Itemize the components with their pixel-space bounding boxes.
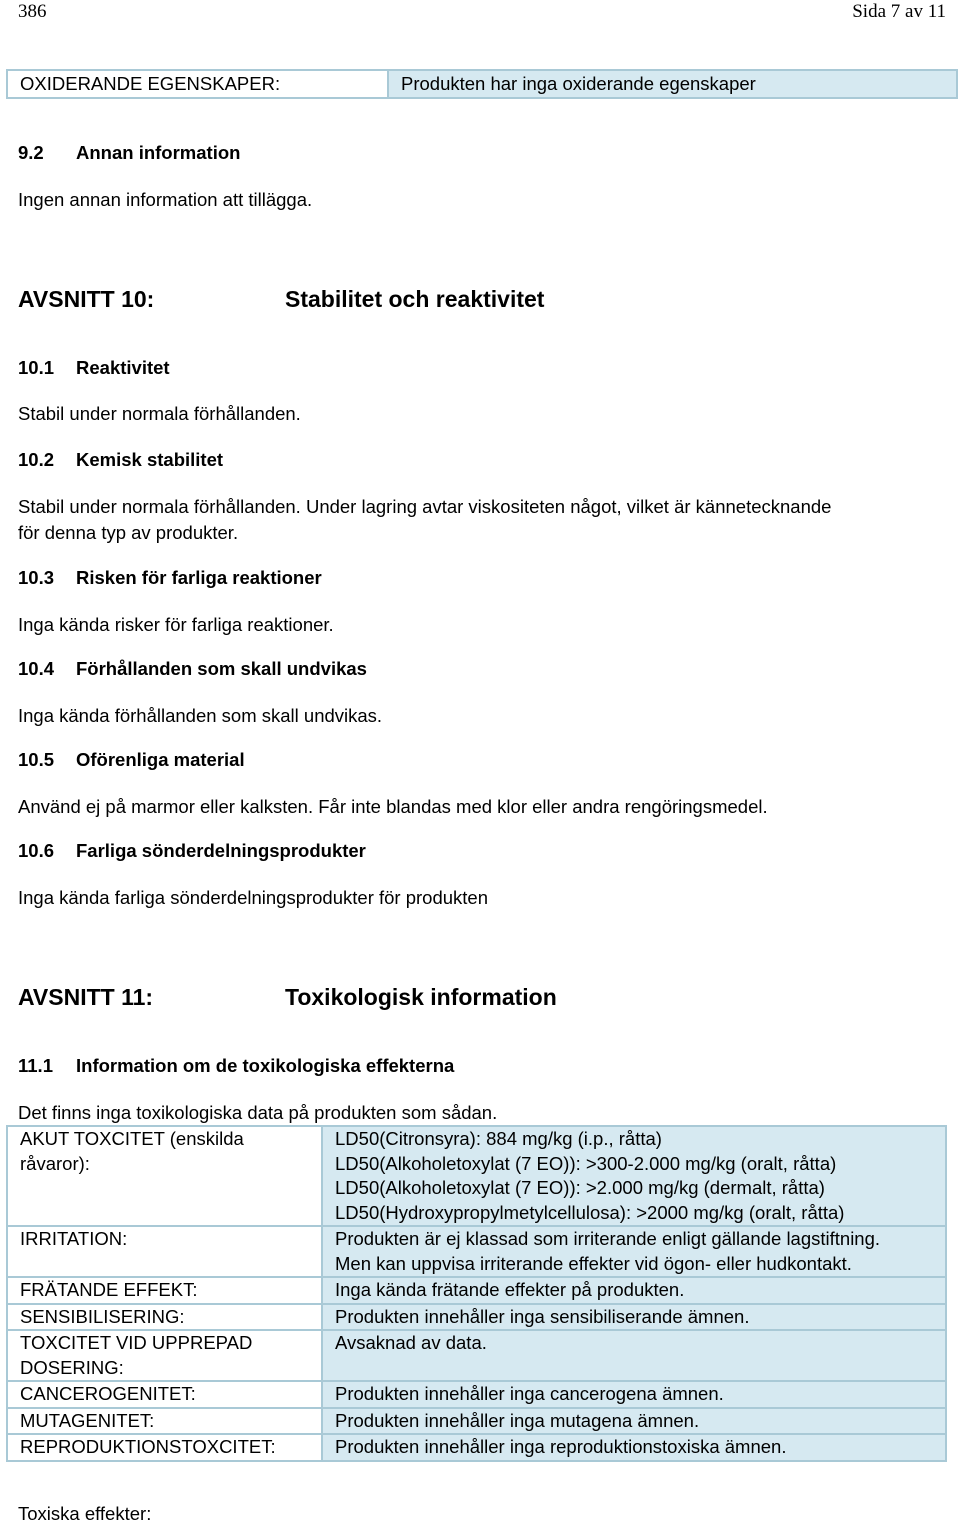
tox-value-line: Avsaknad av data. bbox=[335, 1332, 487, 1353]
oxiderande-value: Produkten har inga oxiderande egenskaper bbox=[388, 70, 957, 98]
tox-value-cell bbox=[322, 1304, 946, 1331]
heading-10-4: 10.4 Förhållanden som skall undvikas bbox=[18, 658, 367, 679]
tox-value-cell bbox=[322, 1408, 946, 1435]
tox-value-cell bbox=[322, 1434, 946, 1461]
tox-value-line: Men kan uppvisa irriterande effekter vid ögon- eller hudkontakt. bbox=[335, 1252, 852, 1274]
toxic-effects-label: Toxiska effekter: bbox=[18, 1503, 152, 1524]
table-row bbox=[7, 1381, 946, 1408]
tox-label-cell bbox=[7, 1408, 322, 1435]
tox-label-line: CANCEROGENITET: bbox=[20, 1383, 196, 1404]
tox-value-cell bbox=[322, 1277, 946, 1304]
tox-value-line: LD50(Citronsyra): 884 mg/kg (i.p., råtta) bbox=[335, 1128, 662, 1149]
text-10-6: Inga kända farliga sönderdelningsprodukter för produkten bbox=[18, 887, 489, 908]
text-10-5: Använd ej på marmor eller kalksten. Får inte blandas med klor eller andra rengöringsmedel. bbox=[18, 796, 768, 817]
tox-label-cell bbox=[7, 1304, 322, 1331]
tox-label-cell bbox=[7, 1381, 322, 1408]
tox-label-cell bbox=[7, 1330, 322, 1381]
table-row bbox=[7, 1304, 946, 1331]
tox-label-line: FRÄTANDE EFFEKT: bbox=[20, 1279, 198, 1300]
tox-label-cell bbox=[7, 1434, 322, 1461]
tox-label-line: råvaror): bbox=[20, 1152, 90, 1174]
table-row bbox=[7, 1434, 946, 1461]
tox-value-cell bbox=[322, 1330, 946, 1381]
tox-value-line: Produkten innehåller inga cancerogena ämnen. bbox=[335, 1383, 724, 1404]
section-11-title: Toxikologisk information bbox=[285, 984, 557, 1010]
tox-label-cell bbox=[7, 1277, 322, 1304]
text-10-4: Inga kända förhållanden som skall undvikas. bbox=[18, 705, 383, 726]
tox-value-line: Inga kända frätande effekter på produkten. bbox=[335, 1279, 685, 1300]
heading-10-3: 10.3 Risken för farliga reaktioner bbox=[18, 567, 322, 588]
oxiderande-label: OXIDERANDE EGENSKAPER: bbox=[7, 70, 388, 98]
heading-10-5: 10.5 Oförenliga material bbox=[18, 749, 245, 770]
tox-value-cell bbox=[322, 1126, 946, 1226]
tox-value-line: Produkten innehåller inga mutagena ämnen. bbox=[335, 1409, 700, 1431]
toxicology-table bbox=[6, 1125, 947, 1462]
tox-value-line: LD50(Alkoholetoxylat (7 EO)): >2.000 mg/kg (dermalt, råtta) bbox=[335, 1177, 825, 1198]
page-indicator: Sida 7 av 11 bbox=[852, 1, 946, 22]
table-row bbox=[7, 1126, 946, 1226]
heading-9-2: 9.2 Annan information bbox=[18, 142, 241, 163]
tox-label-cell bbox=[7, 1226, 322, 1277]
tox-label-line: SENSIBILISERING: bbox=[20, 1305, 185, 1327]
heading-10-6: 10.6 Farliga sönderdelningsprodukter bbox=[18, 840, 366, 861]
section-11-label: AVSNITT 11: bbox=[18, 984, 154, 1010]
text-10-2-line1: Stabil under normala förhållanden. Under lagring avtar viskositeten något, vilket är kännetecknande bbox=[18, 496, 832, 517]
page-number: 386 bbox=[18, 1, 47, 22]
heading-10-1: 10.1 Reaktivitet bbox=[18, 357, 170, 378]
table-row bbox=[7, 1408, 946, 1435]
tox-label-line: AKUT TOXCITET (enskilda bbox=[20, 1128, 244, 1149]
oxiderande-table bbox=[6, 69, 958, 99]
tox-value-line: Produkten innehåller inga reproduktionstoxiska ämnen. bbox=[335, 1436, 787, 1457]
tox-label-line: IRRITATION: bbox=[20, 1228, 128, 1249]
tox-label-line: MUTAGENITET: bbox=[20, 1409, 155, 1431]
heading-11-1: 11.1 Information om de toxikologiska effekterna bbox=[18, 1055, 455, 1076]
text-10-1: Stabil under normala förhållanden. bbox=[18, 403, 301, 424]
tox-value-line: LD50(Alkoholetoxylat (7 EO)): >300-2.000 mg/kg (oralt, råtta) bbox=[335, 1152, 837, 1174]
tox-value-line: Produkten är ej klassad som irriterande enligt gällande lagstiftning. bbox=[335, 1228, 881, 1249]
tox-label-line: DOSERING: bbox=[20, 1356, 124, 1378]
tox-value-line: LD50(Hydroxypropylmetylcellulosa): >2000 mg/kg (oralt, råtta) bbox=[335, 1201, 845, 1223]
tox-label-line: TOXCITET VID UPPREPAD bbox=[20, 1332, 253, 1353]
text-11-1: Det finns inga toxikologiska data på produkten som sådan. bbox=[18, 1102, 498, 1123]
text-9-2: Ingen annan information att tillägga. bbox=[18, 189, 313, 210]
section-10-label: AVSNITT 10: bbox=[18, 286, 155, 312]
table-row bbox=[7, 1226, 946, 1277]
tox-value-line: Produkten innehåller inga sensibiliserande ämnen. bbox=[335, 1305, 750, 1327]
text-10-2-line2: för denna typ av produkter. bbox=[18, 522, 239, 543]
table-row bbox=[7, 1277, 946, 1304]
tox-label-line: REPRODUKTIONSTOXCITET: bbox=[20, 1436, 276, 1457]
heading-10-2: 10.2 Kemisk stabilitet bbox=[18, 449, 224, 470]
tox-label-cell bbox=[7, 1126, 322, 1226]
section-10-title: Stabilitet och reaktivitet bbox=[285, 286, 545, 312]
table-row bbox=[7, 1330, 946, 1381]
tox-value-cell bbox=[322, 1381, 946, 1408]
tox-value-cell bbox=[322, 1226, 946, 1277]
text-10-3: Inga kända risker för farliga reaktioner. bbox=[18, 614, 334, 635]
